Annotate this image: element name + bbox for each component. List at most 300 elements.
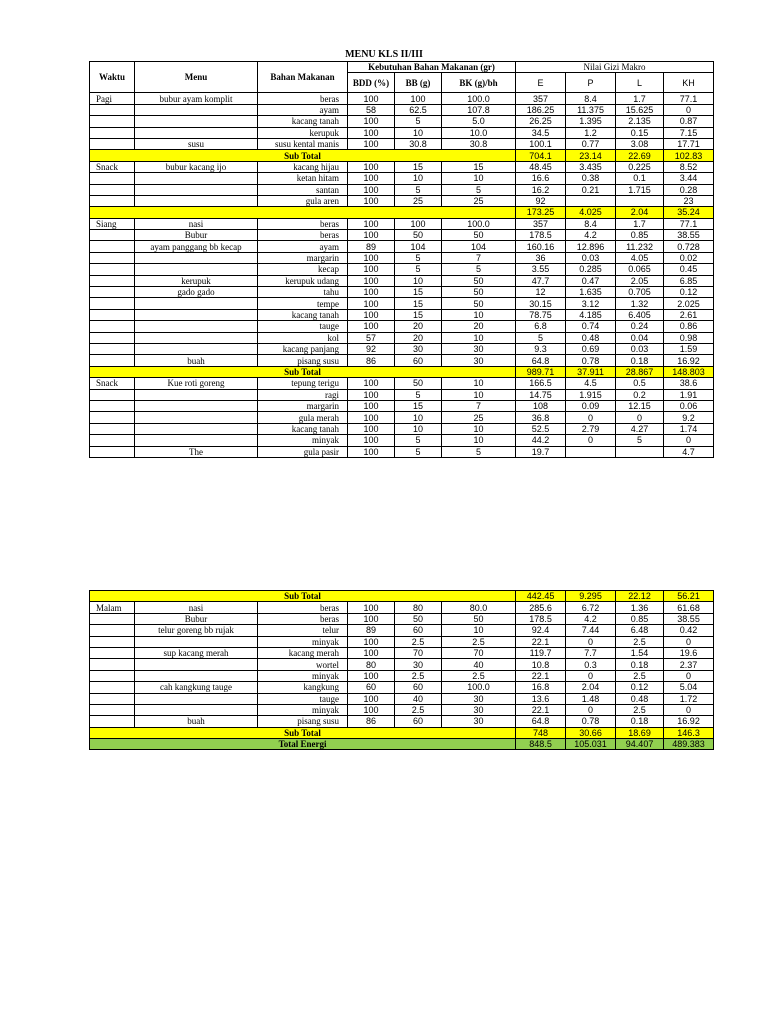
cell-bb: 2.5 [395, 636, 442, 647]
cell-e: 64.8 [516, 355, 566, 366]
cell-kh: 0.42 [664, 625, 714, 636]
cell-bahan: ayam [258, 104, 348, 115]
cell-bb: 70 [395, 647, 442, 658]
cell-bb: 5 [395, 116, 442, 127]
cell-l: 0.15 [616, 127, 664, 138]
cell-bahan: kecap [258, 264, 348, 275]
cell-menu [135, 659, 258, 670]
cell-menu [135, 332, 258, 343]
cell-bdd: 100 [348, 693, 395, 704]
document-title: MENU KLS II/III [345, 49, 423, 60]
cell-bahan: margarin [258, 400, 348, 411]
cell-waktu [90, 173, 135, 184]
cell-bb: 25 [395, 195, 442, 206]
cell-p: 9.295 [566, 591, 616, 602]
cell-p: 0 [566, 412, 616, 423]
cell-p: 0.47 [566, 275, 616, 286]
cell-bk: 100.0 [442, 218, 516, 229]
cell-l: 12.15 [616, 400, 664, 411]
cell-bahan: kacang tanah [258, 309, 348, 320]
cell-bdd: 89 [348, 625, 395, 636]
cell-bk: 104 [442, 241, 516, 252]
cell-bk: 5 [442, 264, 516, 275]
cell-bahan: pisang susu [258, 355, 348, 366]
cell-kh: 0.06 [664, 400, 714, 411]
cell-kh: 0.45 [664, 264, 714, 275]
cell-menu [135, 321, 258, 332]
cell-l: 18.69 [616, 727, 664, 738]
cell-l: 22.69 [616, 150, 664, 161]
cell-p: 0.77 [566, 138, 616, 149]
cell-kh: 0 [664, 104, 714, 115]
cell-waktu [90, 670, 135, 681]
table-row [90, 252, 714, 263]
cell-bdd: 100 [348, 275, 395, 286]
cell-waktu [90, 613, 135, 624]
cell-bb: 40 [395, 693, 442, 704]
cell-kh: 102.83 [664, 150, 714, 161]
table-row [90, 355, 714, 366]
cell-p: 0 [566, 435, 616, 446]
cell-e: 160.16 [516, 241, 566, 252]
cell-bdd: 89 [348, 241, 395, 252]
cell-bb: 10 [395, 173, 442, 184]
cell-bb: 15 [395, 298, 442, 309]
cell-kh: 16.92 [664, 355, 714, 366]
cell-l: 1.7 [616, 218, 664, 229]
cell-p: 0 [566, 704, 616, 715]
cell-p: 0.78 [566, 355, 616, 366]
cell-e: 22.1 [516, 636, 566, 647]
cell-bdd: 100 [348, 704, 395, 715]
cell-kh: 8.52 [664, 161, 714, 172]
cell-p: 1.395 [566, 116, 616, 127]
cell-e: 22.1 [516, 670, 566, 681]
cell-bb: 5 [395, 435, 442, 446]
cell-e: 13.6 [516, 693, 566, 704]
cell-menu [135, 104, 258, 115]
cell-bk: 5 [442, 184, 516, 195]
subtotal-row [90, 591, 714, 602]
cell-kh: 5.04 [664, 682, 714, 693]
cell-waktu [90, 252, 135, 263]
cell-bdd: 100 [348, 613, 395, 624]
cell-l: 11.232 [616, 241, 664, 252]
cell-menu [135, 435, 258, 446]
header-waktu: Waktu [90, 62, 135, 93]
cell-kh: 19.6 [664, 647, 714, 658]
cell-bahan: wortel [258, 659, 348, 670]
subtotal-label: Sub Total [90, 366, 516, 377]
header-nilai-gizi: Nilai Gizi Makro [516, 62, 714, 73]
table-row [90, 184, 714, 195]
cell-bdd: 100 [348, 435, 395, 446]
cell-kh: 0.12 [664, 287, 714, 298]
cell-kh: 6.85 [664, 275, 714, 286]
cell-bk: 30 [442, 355, 516, 366]
cell-kh: 1.72 [664, 693, 714, 704]
cell-bdd: 92 [348, 343, 395, 354]
cell-kh: 2.37 [664, 659, 714, 670]
cell-bahan: minyak [258, 636, 348, 647]
cell-bb: 10 [395, 423, 442, 434]
cell-menu [135, 298, 258, 309]
cell-kh: 1.91 [664, 389, 714, 400]
cell-menu [135, 264, 258, 275]
cell-bahan: telur [258, 625, 348, 636]
menu-table-bottom [89, 590, 714, 750]
cell-bk: 10 [442, 332, 516, 343]
cell-waktu [90, 435, 135, 446]
cell-bdd: 100 [348, 423, 395, 434]
cell-e: 357 [516, 93, 566, 104]
cell-l: 0 [616, 412, 664, 423]
cell-l: 1.32 [616, 298, 664, 309]
cell-l: 4.27 [616, 423, 664, 434]
cell-e: 6.8 [516, 321, 566, 332]
cell-p: 1.48 [566, 693, 616, 704]
subtotal-row [90, 207, 714, 218]
cell-waktu [90, 446, 135, 457]
cell-l: 0.48 [616, 693, 664, 704]
cell-waktu [90, 195, 135, 206]
cell-bahan: ragi [258, 389, 348, 400]
cell-l: 0.2 [616, 389, 664, 400]
cell-e: 92 [516, 195, 566, 206]
table-row [90, 647, 714, 658]
cell-e: 442.45 [516, 591, 566, 602]
cell-menu [135, 173, 258, 184]
table-row [90, 670, 714, 681]
cell-bb: 15 [395, 161, 442, 172]
cell-bdd: 100 [348, 173, 395, 184]
cell-waktu: Snack [90, 378, 135, 389]
cell-waktu [90, 116, 135, 127]
cell-bahan: tempe [258, 298, 348, 309]
cell-bb: 30 [395, 659, 442, 670]
cell-p: 4.2 [566, 613, 616, 624]
cell-e: 16.6 [516, 173, 566, 184]
cell-bahan: pisang susu [258, 716, 348, 727]
cell-e: 10.8 [516, 659, 566, 670]
cell-l: 0.705 [616, 287, 664, 298]
cell-kh: 0 [664, 435, 714, 446]
cell-waktu: Malam [90, 602, 135, 613]
cell-bk: 5 [442, 446, 516, 457]
cell-bb: 5 [395, 184, 442, 195]
cell-waktu [90, 309, 135, 320]
cell-menu [135, 252, 258, 263]
cell-bdd: 100 [348, 93, 395, 104]
cell-waktu [90, 659, 135, 670]
cell-waktu [90, 389, 135, 400]
cell-bk: 100.0 [442, 682, 516, 693]
cell-bb: 30 [395, 343, 442, 354]
cell-bahan: kacang hijau [258, 161, 348, 172]
cell-bb: 2.5 [395, 704, 442, 715]
cell-bb: 5 [395, 252, 442, 263]
cell-p: 37.911 [566, 366, 616, 377]
cell-l: 22.12 [616, 591, 664, 602]
table-row [90, 378, 714, 389]
cell-bahan: tepung terigu [258, 378, 348, 389]
table-row [90, 343, 714, 354]
cell-bk: 50 [442, 298, 516, 309]
cell-menu: bubur kacang ijo [135, 161, 258, 172]
cell-menu [135, 636, 258, 647]
cell-waktu: Snack [90, 161, 135, 172]
cell-bdd: 100 [348, 161, 395, 172]
cell-kh: 35.24 [664, 207, 714, 218]
cell-menu: nasi [135, 218, 258, 229]
cell-menu: buah [135, 716, 258, 727]
cell-bb: 5 [395, 264, 442, 275]
cell-waktu [90, 275, 135, 286]
table-row [90, 435, 714, 446]
cell-e: 26.25 [516, 116, 566, 127]
cell-l: 1.54 [616, 647, 664, 658]
cell-bk: 10 [442, 625, 516, 636]
cell-waktu [90, 230, 135, 241]
cell-waktu [90, 104, 135, 115]
cell-l [616, 195, 664, 206]
cell-bahan: beras [258, 230, 348, 241]
cell-menu [135, 184, 258, 195]
cell-l: 0.5 [616, 378, 664, 389]
cell-p: 0.74 [566, 321, 616, 332]
cell-bb: 15 [395, 287, 442, 298]
header-bb: BB (g) [395, 73, 442, 93]
cell-bahan: minyak [258, 435, 348, 446]
cell-bk: 107.8 [442, 104, 516, 115]
cell-menu: ayam panggang bb kecap [135, 241, 258, 252]
table-row [90, 218, 714, 229]
cell-bahan: kacang panjang [258, 343, 348, 354]
cell-bahan: beras [258, 93, 348, 104]
cell-e: 704.1 [516, 150, 566, 161]
cell-l: 0.12 [616, 682, 664, 693]
cell-l: 6.48 [616, 625, 664, 636]
cell-menu [135, 309, 258, 320]
cell-l: 4.05 [616, 252, 664, 263]
cell-l: 5 [616, 435, 664, 446]
cell-kh: 9.2 [664, 412, 714, 423]
cell-bdd: 100 [348, 298, 395, 309]
cell-e: 64.8 [516, 716, 566, 727]
cell-bahan: tauge [258, 693, 348, 704]
cell-kh: 0.86 [664, 321, 714, 332]
cell-e: 47.7 [516, 275, 566, 286]
cell-bk: 50 [442, 275, 516, 286]
table-row [90, 173, 714, 184]
cell-kh: 4.7 [664, 446, 714, 457]
cell-waktu: Siang [90, 218, 135, 229]
cell-waktu [90, 287, 135, 298]
cell-e: 178.5 [516, 613, 566, 624]
cell-l: 2.5 [616, 636, 664, 647]
table-row [90, 138, 714, 149]
cell-bk: 50 [442, 287, 516, 298]
cell-l: 15.625 [616, 104, 664, 115]
cell-menu: bubur ayam komplit [135, 93, 258, 104]
cell-l: 0.18 [616, 355, 664, 366]
cell-bdd: 100 [348, 195, 395, 206]
cell-waktu [90, 412, 135, 423]
cell-waktu [90, 693, 135, 704]
cell-p: 105.031 [566, 739, 616, 750]
cell-e: 285.6 [516, 602, 566, 613]
cell-p: 8.4 [566, 93, 616, 104]
cell-bk: 30.8 [442, 138, 516, 149]
subtotal-label [90, 207, 516, 218]
cell-l: 0.18 [616, 716, 664, 727]
cell-bk: 25 [442, 412, 516, 423]
cell-bk: 30 [442, 704, 516, 715]
cell-kh: 56.21 [664, 591, 714, 602]
cell-waktu [90, 355, 135, 366]
cell-kh: 7.15 [664, 127, 714, 138]
cell-l: 2.04 [616, 207, 664, 218]
cell-kh: 38.55 [664, 230, 714, 241]
cell-waktu [90, 704, 135, 715]
cell-waktu [90, 647, 135, 658]
cell-p: 12.896 [566, 241, 616, 252]
cell-bdd: 86 [348, 716, 395, 727]
cell-bdd: 100 [348, 636, 395, 647]
cell-bb: 62.5 [395, 104, 442, 115]
cell-l: 3.08 [616, 138, 664, 149]
cell-menu [135, 423, 258, 434]
cell-bk: 10 [442, 309, 516, 320]
cell-bb: 5 [395, 389, 442, 400]
cell-bdd: 57 [348, 332, 395, 343]
table-row [90, 716, 714, 727]
subtotal-label: Sub Total [90, 150, 516, 161]
cell-bdd: 100 [348, 264, 395, 275]
cell-kh: 61.68 [664, 602, 714, 613]
cell-l: 1.7 [616, 93, 664, 104]
cell-kh: 1.74 [664, 423, 714, 434]
cell-bdd: 58 [348, 104, 395, 115]
cell-waktu [90, 682, 135, 693]
subtotal-row [90, 150, 714, 161]
cell-waktu [90, 298, 135, 309]
header-bk: BK (g)/bh [442, 73, 516, 93]
cell-waktu [90, 127, 135, 138]
cell-bdd: 60 [348, 682, 395, 693]
cell-menu [135, 127, 258, 138]
cell-bk: 10 [442, 423, 516, 434]
cell-bdd: 100 [348, 218, 395, 229]
cell-e: 16.2 [516, 184, 566, 195]
cell-e: 92.4 [516, 625, 566, 636]
cell-kh: 146.3 [664, 727, 714, 738]
cell-kh: 0.02 [664, 252, 714, 263]
table-row [90, 264, 714, 275]
cell-p: 6.72 [566, 602, 616, 613]
cell-e: 989.71 [516, 366, 566, 377]
table-row [90, 446, 714, 457]
cell-l: 28.867 [616, 366, 664, 377]
cell-bahan: tauge [258, 321, 348, 332]
cell-bahan: minyak [258, 704, 348, 715]
cell-bahan: gula aren [258, 195, 348, 206]
cell-l: 0.03 [616, 343, 664, 354]
cell-e: 12 [516, 287, 566, 298]
cell-bk: 10.0 [442, 127, 516, 138]
cell-menu: Bubur [135, 613, 258, 624]
cell-bahan: kacang merah [258, 647, 348, 658]
cell-bahan: beras [258, 602, 348, 613]
cell-p: 4.5 [566, 378, 616, 389]
table-row [90, 412, 714, 423]
table-row [90, 298, 714, 309]
cell-bb: 30.8 [395, 138, 442, 149]
cell-p: 1.915 [566, 389, 616, 400]
subtotal-label: Sub Total [90, 591, 516, 602]
cell-bk: 2.5 [442, 636, 516, 647]
cell-l: 0.065 [616, 264, 664, 275]
cell-bk: 10 [442, 389, 516, 400]
cell-bk: 7 [442, 252, 516, 263]
subtotal-row [90, 366, 714, 377]
cell-bb: 60 [395, 625, 442, 636]
cell-menu [135, 412, 258, 423]
table-row [90, 321, 714, 332]
menu-table-top [89, 61, 714, 458]
cell-menu: gado gado [135, 287, 258, 298]
table-row [90, 309, 714, 320]
cell-menu [135, 343, 258, 354]
cell-l: 0.225 [616, 161, 664, 172]
cell-bb: 80 [395, 602, 442, 613]
cell-menu: buah [135, 355, 258, 366]
cell-l: 0.04 [616, 332, 664, 343]
cell-e: 3.55 [516, 264, 566, 275]
cell-e: 34.5 [516, 127, 566, 138]
cell-kh: 0.28 [664, 184, 714, 195]
cell-waktu [90, 636, 135, 647]
cell-waktu [90, 332, 135, 343]
cell-bb: 60 [395, 716, 442, 727]
cell-bdd: 100 [348, 321, 395, 332]
cell-bahan: kerupuk [258, 127, 348, 138]
cell-e: 19.7 [516, 446, 566, 457]
cell-waktu [90, 264, 135, 275]
cell-bb: 50 [395, 613, 442, 624]
cell-bdd: 100 [348, 184, 395, 195]
cell-menu: kerupuk [135, 275, 258, 286]
cell-p: 11.375 [566, 104, 616, 115]
cell-bahan: gula pasir [258, 446, 348, 457]
cell-bdd: 100 [348, 287, 395, 298]
header-l: L [616, 73, 664, 93]
cell-e: 52.5 [516, 423, 566, 434]
cell-p: 30.66 [566, 727, 616, 738]
cell-menu [135, 693, 258, 704]
cell-bdd: 86 [348, 355, 395, 366]
cell-bk: 10 [442, 378, 516, 389]
cell-kh: 0 [664, 704, 714, 715]
cell-e: 30.15 [516, 298, 566, 309]
cell-l: 0.1 [616, 173, 664, 184]
cell-bk: 30 [442, 693, 516, 704]
cell-e: 9.3 [516, 343, 566, 354]
cell-waktu [90, 343, 135, 354]
cell-bk: 5.0 [442, 116, 516, 127]
cell-kh: 0 [664, 636, 714, 647]
cell-p: 0.03 [566, 252, 616, 263]
